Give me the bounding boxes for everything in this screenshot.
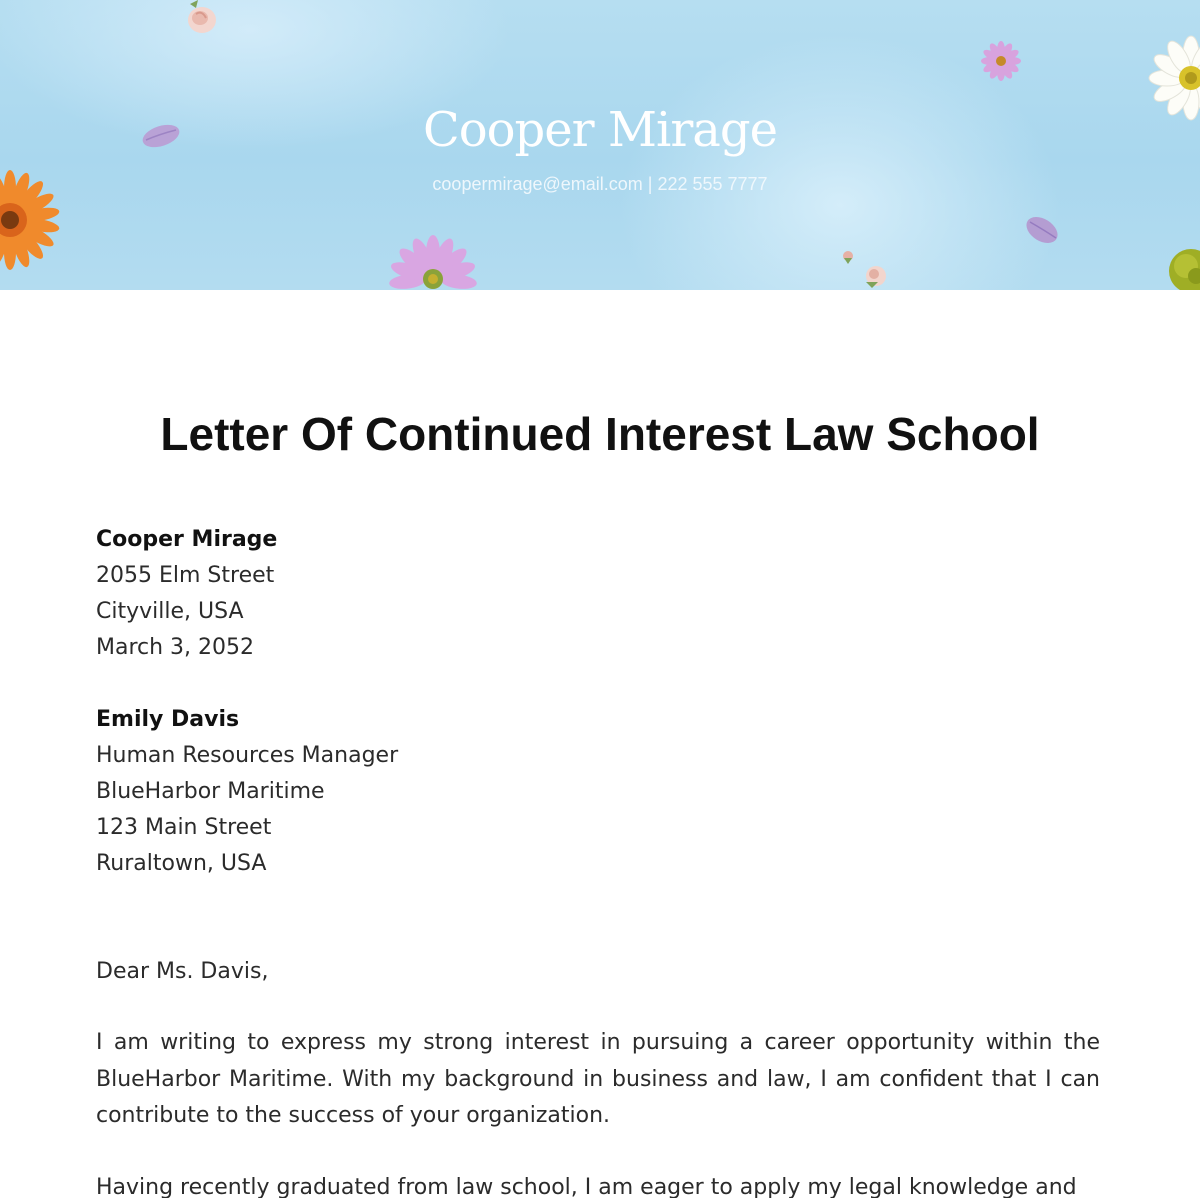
- sender-address-block: [96, 522, 1100, 666]
- header-name: Cooper Mirage: [422, 102, 778, 158]
- header-banner: [0, 0, 1200, 290]
- purple-petal-right-icon: [1022, 212, 1062, 248]
- orange-gerbera-flower-icon: [0, 150, 60, 290]
- recipient-city: Ruraltown, USA: [96, 851, 267, 876]
- rose-bud-icon: [182, 0, 222, 38]
- green-pompom-flower-icon: [1166, 246, 1200, 290]
- body-paragraph-1: I am writing to express my strong interest in pursuing a career opportunity within the BlueHarbor Maritime. With my background in business and law, I am confident that I can contribute to the success of your organization.: [96, 1030, 1100, 1128]
- document-title: Letter Of Continued Interest Law School: [160, 408, 1040, 460]
- recipient-name: Emily Davis: [96, 707, 240, 732]
- letter-date: March 3, 2052: [96, 635, 255, 660]
- recipient-street: 123 Main Street: [96, 815, 272, 840]
- recipient-title: Human Resources Manager: [96, 743, 399, 768]
- salutation: Dear Ms. Davis,: [96, 959, 269, 984]
- body-paragraph-2: Having recently graduated from law school, I am eager to apply my legal knowledge and: [96, 1175, 1077, 1198]
- salutation-block: [96, 954, 1100, 990]
- sender-city: Cityville, USA: [96, 599, 244, 624]
- recipient-company: BlueHarbor Maritime: [96, 779, 325, 804]
- header-contact: coopermirage@email.com | 222 555 7777: [432, 174, 768, 194]
- small-rose-buds-icon: [838, 248, 894, 290]
- small-pink-daisy-flower-icon: [980, 40, 1022, 82]
- sender-name: Cooper Mirage: [96, 527, 278, 552]
- pink-daisy-flower-icon: [388, 234, 478, 290]
- recipient-address-block: [96, 702, 1100, 882]
- sender-street: 2055 Elm Street: [96, 563, 275, 588]
